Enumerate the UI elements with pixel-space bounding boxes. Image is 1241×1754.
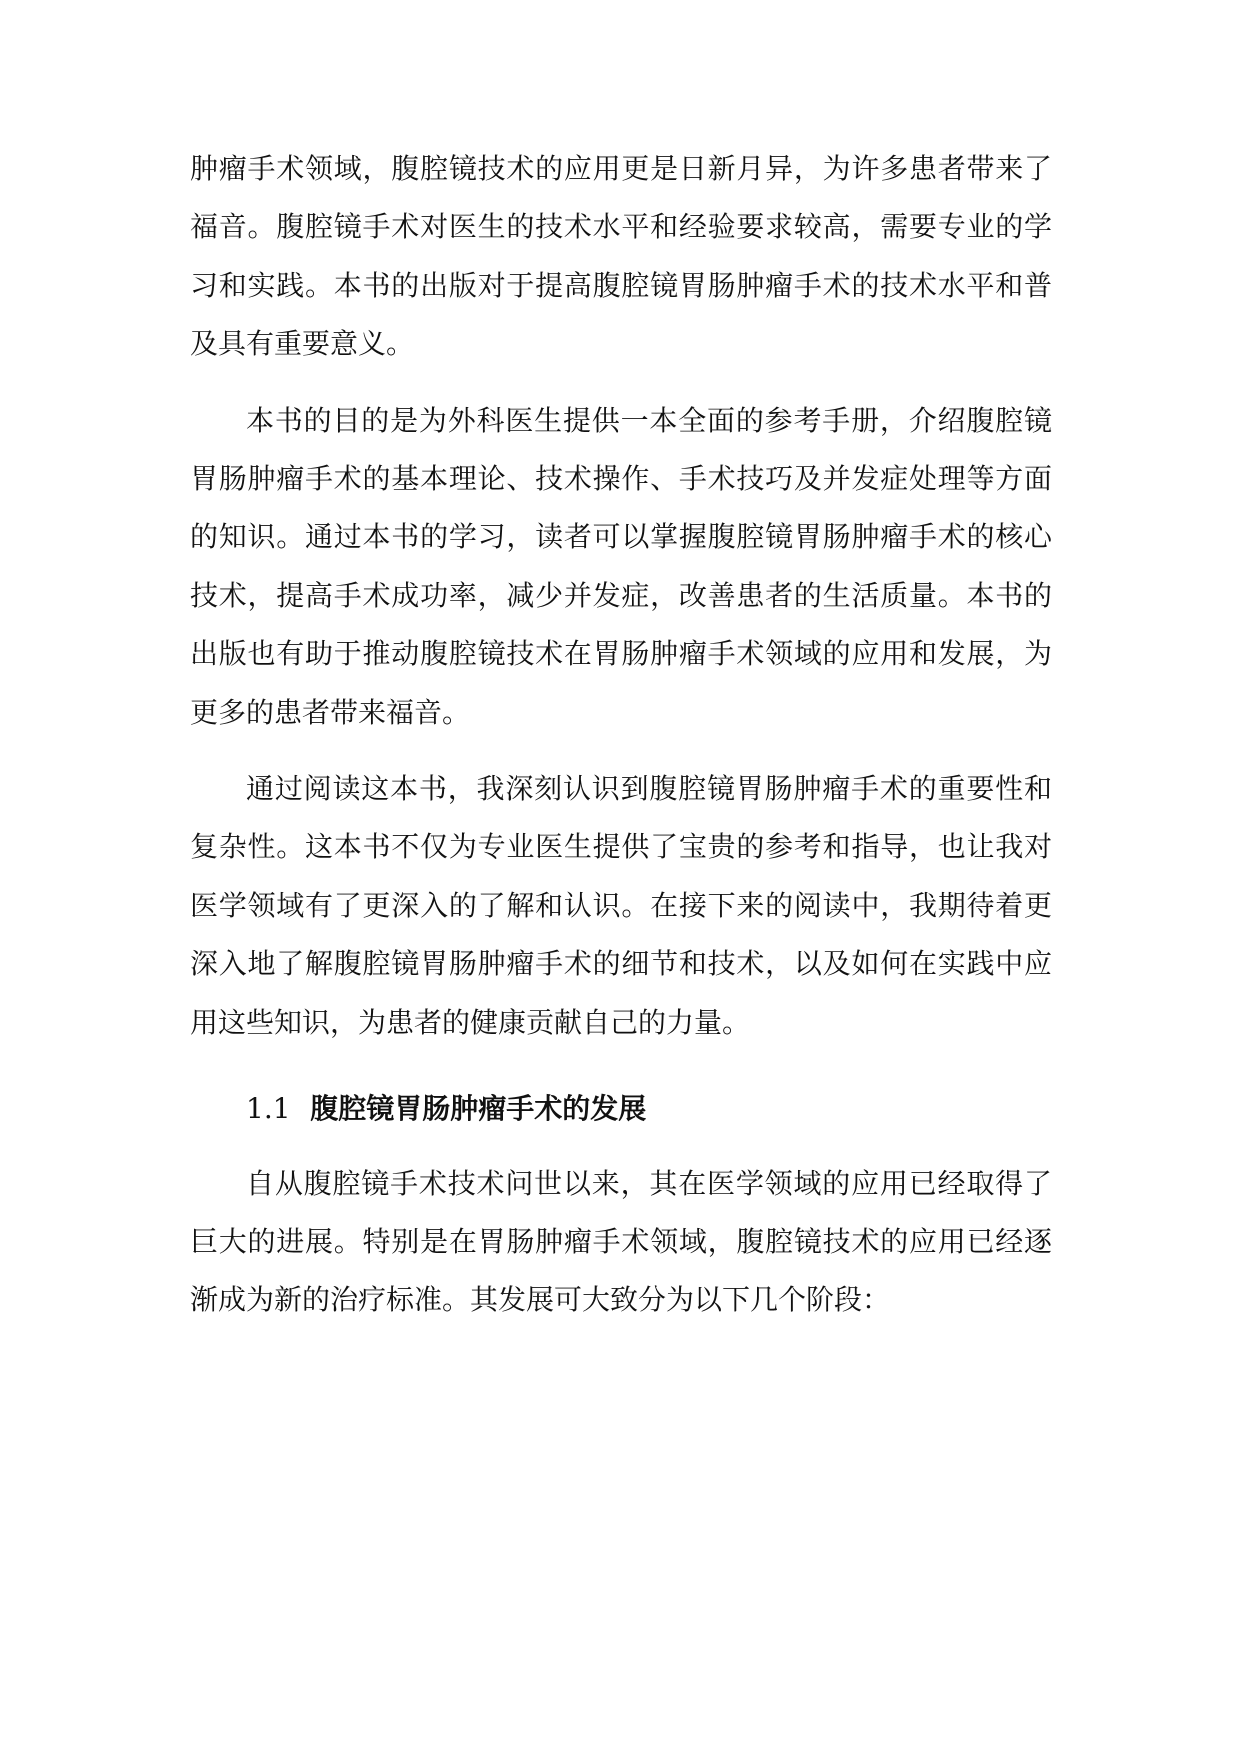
section-title: 腹腔镜胃肠肿瘤手术的发展	[310, 1092, 647, 1126]
section-heading	[190, 1080, 1052, 1138]
paragraph-section-intro: 自从腹腔镜手术技术问世以来，其在医学领域的应用已经取得了巨大的进展。特别是在胃肠肿瘤手术领域，腹腔镜技术的应用已经逐渐成为新的治疗标准。其发展可大致分为以下几个阶段：	[190, 1166, 1052, 1317]
section-number: 1.1	[246, 1092, 291, 1126]
paragraph-continued: 肿瘤手术领域，腹腔镜技术的应用更是日新月异，为许多患者带来了福音。腹腔镜手术对医生的技术水平和经验要求较高，需要专业的学习和实践。本书的出版对于提高腹腔镜胃肠肿瘤手术的技术水平和普及具有重要意义。	[190, 152, 1052, 361]
paragraph-book-purpose: 本书的目的是为外科医生提供一本全面的参考手册，介绍腹腔镜胃肠肿瘤手术的基本理论、技术操作、手术技巧及并发症处理等方面的知识。通过本书的学习，读者可以掌握腹腔镜胃肠肿瘤手术的核心技术，提高手术成功率，减少并发症，改善患者的生活质量。本书的出版也有助于推动腹腔镜技术在胃肠肿瘤手术领域的应用和发展，为更多的患者带来福音。	[190, 403, 1052, 729]
paragraph-reading-reflection: 通过阅读这本书，我深刻认识到腹腔镜胃肠肿瘤手术的重要性和复杂性。这本书不仅为专业医生提供了宝贵的参考和指导，也让我对医学领域有了更深入的了解和认识。在接下来的阅读中，我期待着更深入地了解腹腔镜胃肠肿瘤手术的细节和技术，以及如何在实践中应用这些知识，为患者的健康贡献自己的力量。	[190, 772, 1052, 1039]
document-body	[190, 140, 1052, 1348]
